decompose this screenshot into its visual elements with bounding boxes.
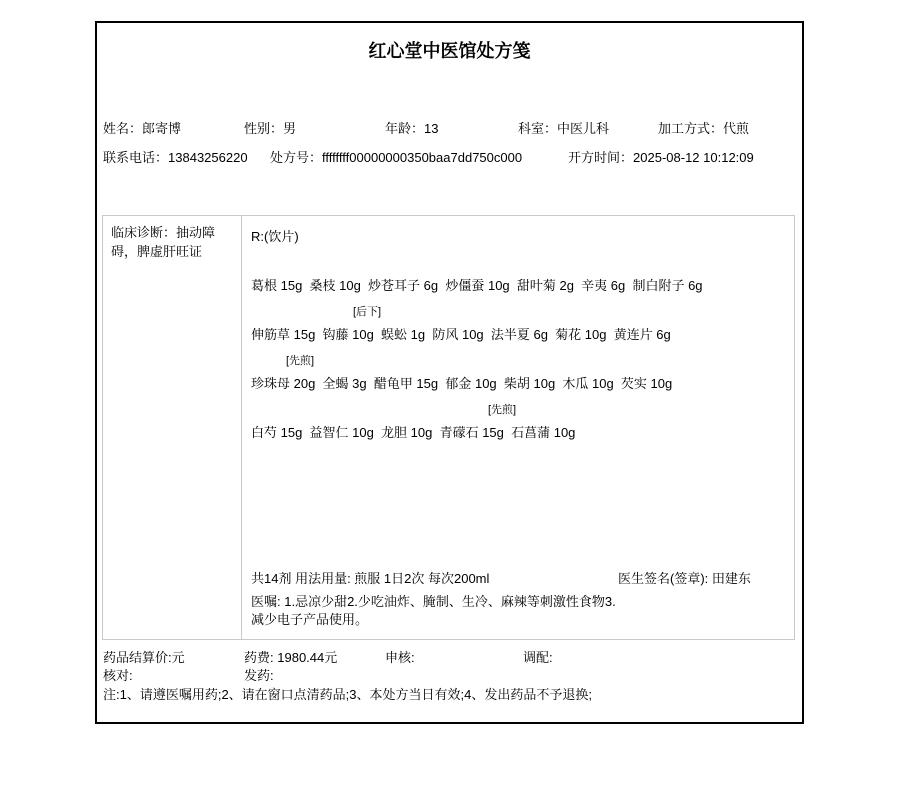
department-field <box>518 121 609 137</box>
colon-separator: ： <box>270 121 284 136</box>
phone-label: 联系电话 <box>103 150 156 165</box>
phone-field <box>103 150 248 166</box>
decoction-marker: [后下] <box>353 306 382 318</box>
medical-advice-block <box>251 593 741 629</box>
rx-header: R:(饮片) <box>251 229 299 244</box>
medicine-fee-field <box>244 650 337 666</box>
medical-advice-line: 减少电子产品使用。 <box>251 612 369 627</box>
herb-line: 白芍 15g 益智仁 10g 龙胆 10g 青礞石 15g 石菖蒲 10g <box>251 425 576 440</box>
dosage-usage-line: 共14剂 用法用量: 煎服 1日2次 每次200ml <box>251 571 490 586</box>
herb-line: 葛根 15g 桑枝 10g 炒苍耳子 6g 炒僵蚕 10g 甜叶菊 2g 辛夷 6g 制白附子 6g <box>251 278 703 293</box>
herb-prescription-panel <box>242 216 794 639</box>
settlement-price-field <box>103 650 185 666</box>
patient-name-value: 郎寄博 <box>142 121 182 136</box>
department-value: 中医儿科 <box>557 121 610 136</box>
prescription-number-value: ffffffff00000000350baa7dd750c000 <box>322 150 523 165</box>
patient-name-field <box>103 121 181 137</box>
colon-separator: ： <box>309 150 323 165</box>
prescription-number-field <box>270 150 522 166</box>
patient-age-value: 13 <box>424 121 439 136</box>
page-title: 红心堂中医馆处方笺 <box>368 41 531 61</box>
processing-method-value: 代煎 <box>723 121 750 136</box>
colon-separator: ： <box>710 121 724 136</box>
patient-age-field <box>385 121 439 137</box>
decoction-marker: [先煎] <box>488 404 517 416</box>
patient-name-label: 姓名 <box>103 121 130 136</box>
issue-time-value: 2025-08-12 10:12:09 <box>633 150 754 165</box>
colon-separator: ： <box>155 150 169 165</box>
phone-value: 13843256220 <box>168 150 248 165</box>
dispense-field: 调配: <box>523 650 553 665</box>
herb-lines-container <box>251 278 794 441</box>
department-label: 科室 <box>518 121 545 136</box>
check-field: 核对: <box>103 668 133 683</box>
colon-separator: ： <box>411 121 425 136</box>
colon-separator: ： <box>129 121 143 136</box>
herb-line: 珍珠母 20g 全蝎 3g 醋龟甲 15g 郁金 10g 柴胡 10g 木瓜 10g 芡实 10g <box>251 376 673 391</box>
colon-separator: ： <box>163 225 177 240</box>
medicine-fee-label: 药费: <box>244 650 274 665</box>
issue-time-label: 开方时间 <box>568 150 621 165</box>
issue-time-field <box>568 150 754 166</box>
herb-line: 伸筋草 15g 钩藤 10g 蜈蚣 1g 防风 10g 法半夏 6g 菊花 10g 黄连片 6g <box>251 327 671 342</box>
patient-age-label: 年龄 <box>385 121 412 136</box>
review-field: 申核: <box>385 650 415 665</box>
patient-gender-label: 性别 <box>244 121 271 136</box>
footnote: 注:1、请遵医嘱用药;2、请在窗口点清药品;3、本处方当日有效;4、发出药品不予退换; <box>103 687 592 702</box>
diagnosis-value: 抽动障碍，脾虚肝旺证 <box>111 225 216 259</box>
processing-method-field <box>658 121 749 137</box>
doctor-signature-label: 医生签名(签章): <box>618 571 709 586</box>
decoction-marker: [先煎] <box>286 355 315 367</box>
prescription-frame <box>95 21 804 724</box>
doctor-signature-field <box>618 571 751 587</box>
issue-medicine-field: 发药: <box>244 668 274 683</box>
prescription-body-box <box>102 215 795 640</box>
medical-advice-line: 医嘱: 1.忌凉少甜2.少吃油炸、腌制、生冷、麻辣等刺激性食物3. <box>251 594 616 609</box>
diagnosis-label: 临床诊断 <box>111 225 164 240</box>
processing-method-label: 加工方式 <box>658 121 711 136</box>
clinical-diagnosis-panel <box>103 216 242 639</box>
patient-gender-field <box>244 121 296 137</box>
patient-gender-value: 男 <box>283 121 297 136</box>
colon-separator: ： <box>620 150 634 165</box>
settlement-price-label: 药品结算价: <box>103 650 172 665</box>
medicine-fee-value: 1980.44元 <box>277 650 338 665</box>
prescription-number-label: 处方号 <box>270 150 310 165</box>
doctor-signature-name: 田建东 <box>711 571 751 586</box>
colon-separator: ： <box>544 121 558 136</box>
settlement-price-unit: 元 <box>171 650 185 665</box>
